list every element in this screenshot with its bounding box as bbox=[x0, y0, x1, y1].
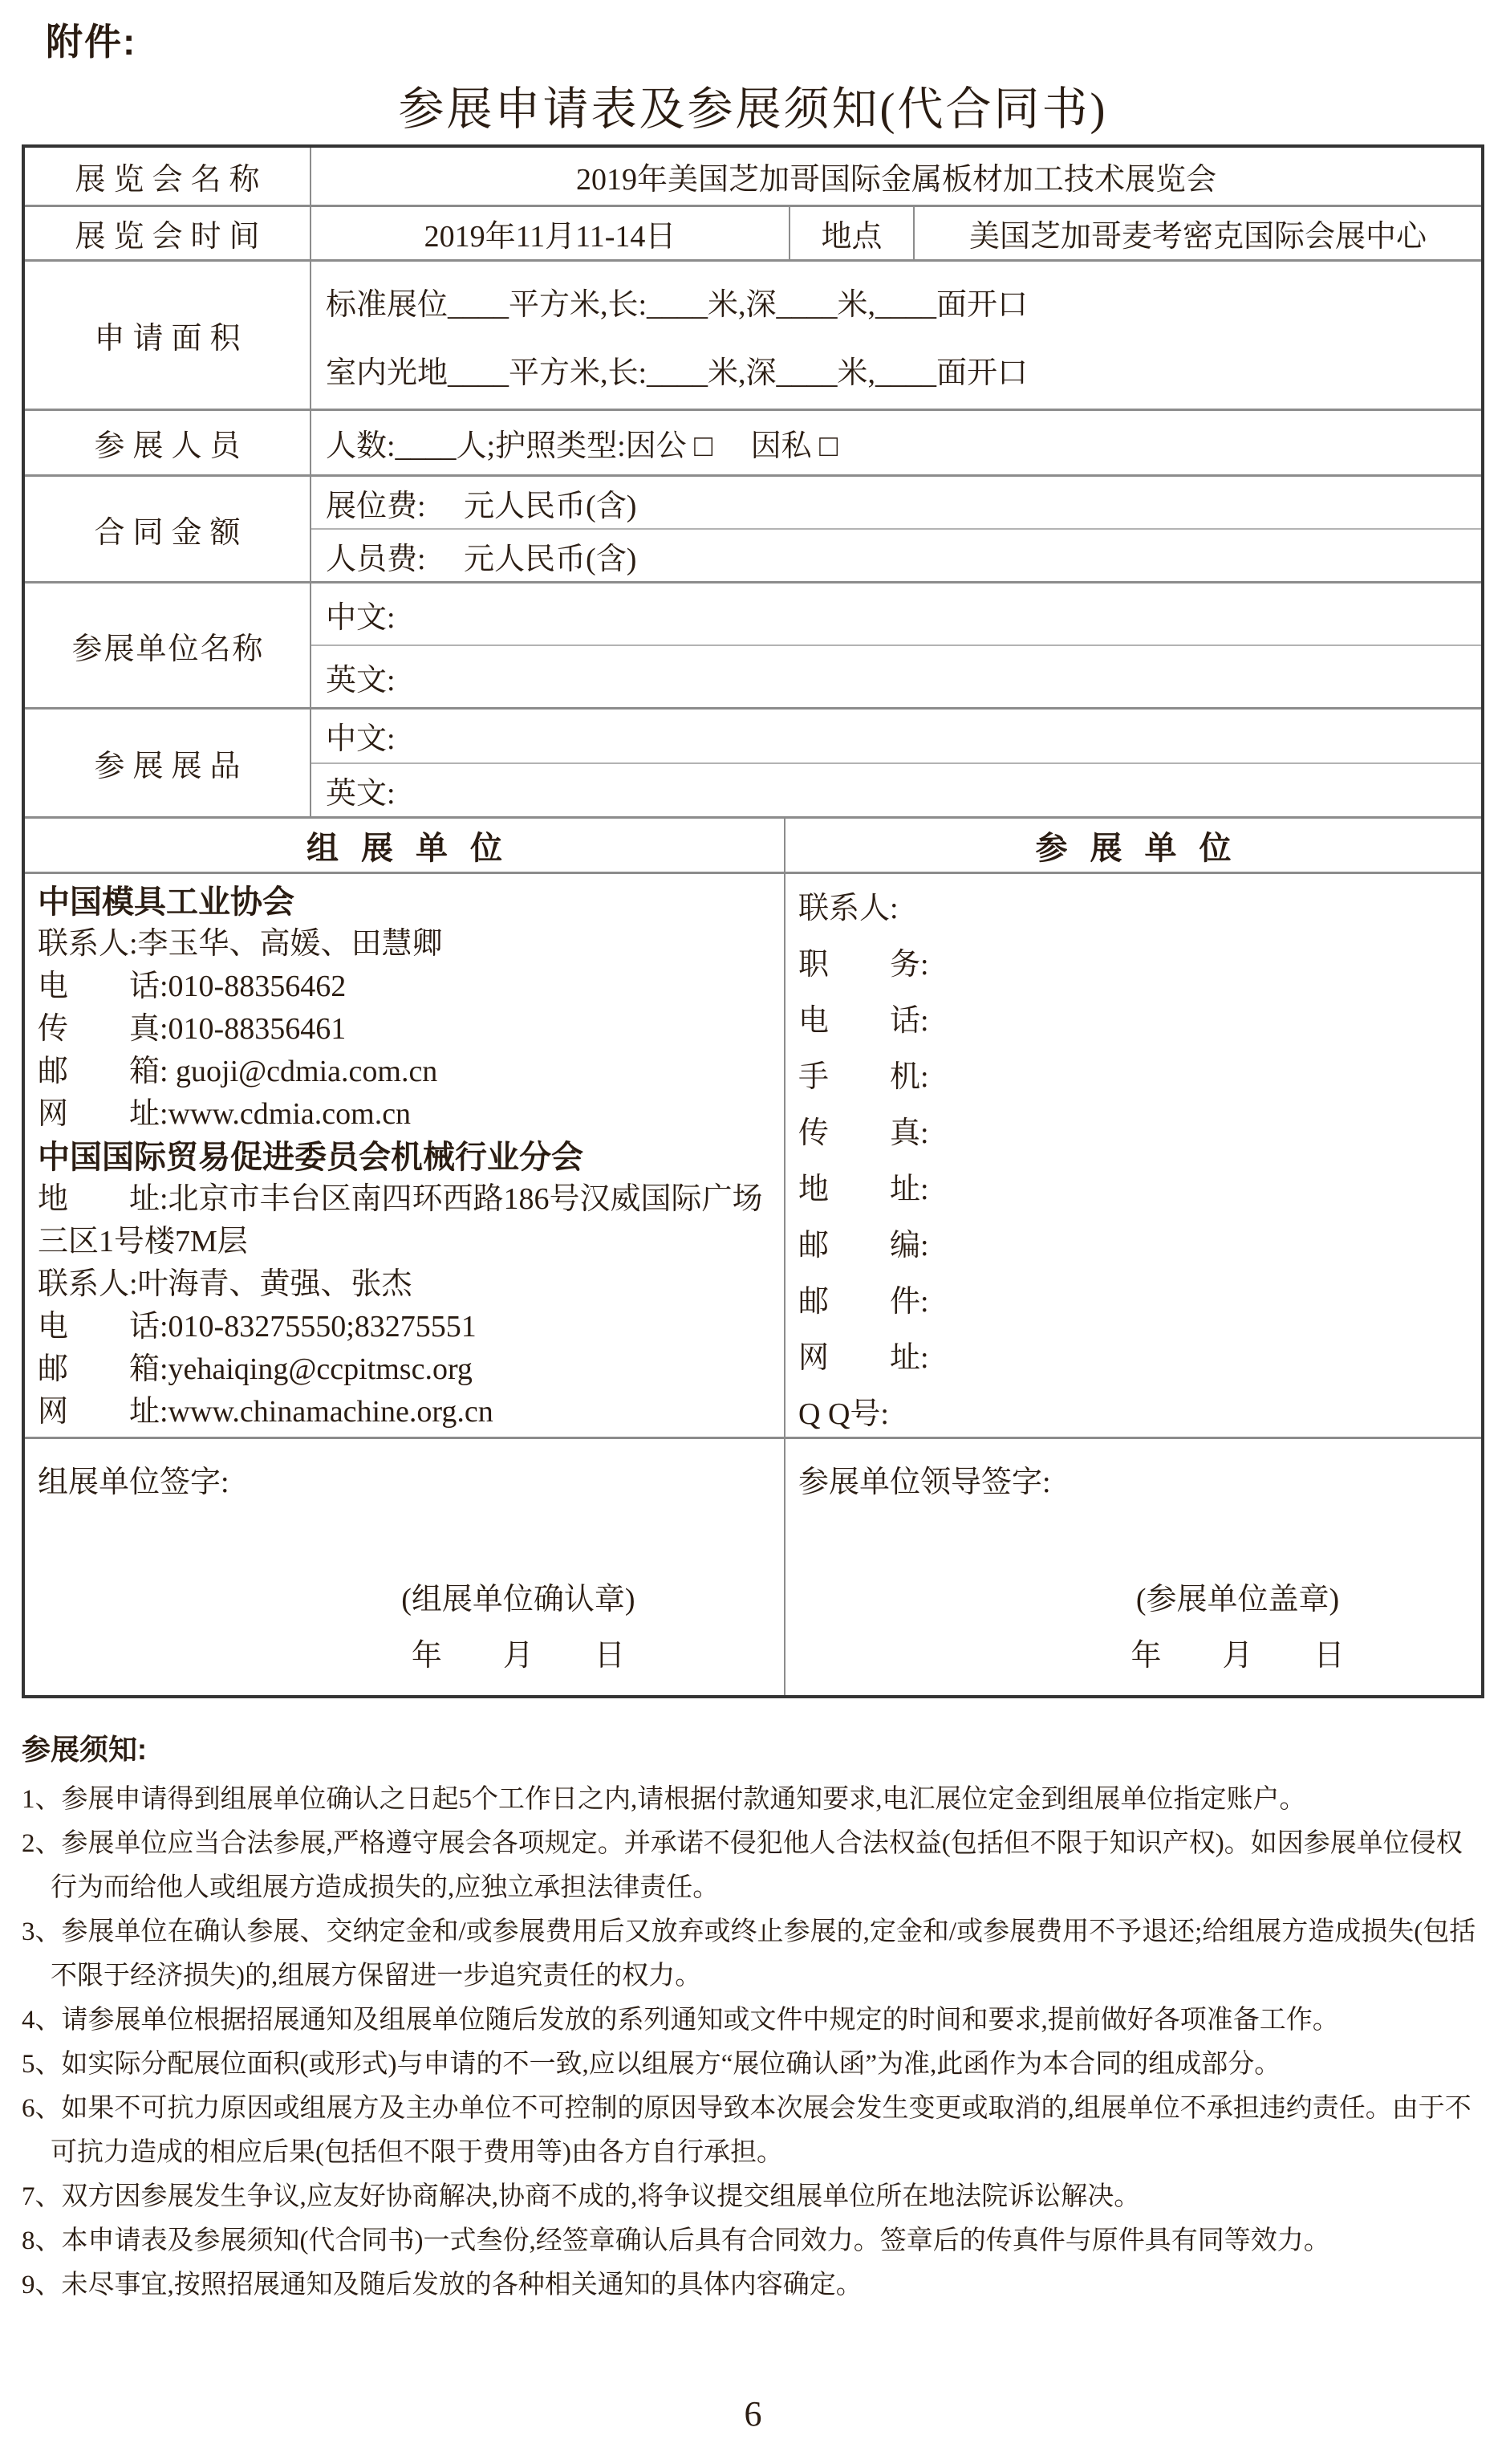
organizer-address-2: 地 址:北京市丰台区南四环西路186号汉威国际广场三区1号楼7M层 bbox=[38, 1182, 763, 1258]
attachment-label: 附件: bbox=[46, 21, 137, 63]
exhibitor-name-chinese: 中文: bbox=[311, 583, 1481, 646]
exhibitor-name-english: 英文: bbox=[326, 663, 396, 697]
exhibits-label: 参展展品 bbox=[25, 710, 311, 816]
contract-amount-row bbox=[25, 477, 1481, 583]
organizer-email-1: 邮 箱: guoji@cdmia.com.cn bbox=[38, 1055, 438, 1088]
organizer-email-2: 邮 箱:yehaiqing@ccpitmsc.org bbox=[38, 1352, 473, 1386]
organizer-phone-2: 电 话:010-83275550;83275551 bbox=[38, 1310, 477, 1344]
organizer-signature-cell bbox=[25, 1439, 785, 1695]
exhibitor-position-field: 职 务: bbox=[798, 948, 929, 982]
booth-fee-line: 展位费: 元人民币(含) bbox=[311, 477, 1481, 530]
staff-row bbox=[25, 411, 1481, 477]
personnel-fee-line: 人员费: 元人民币(含) bbox=[326, 542, 637, 576]
exhibits-values bbox=[311, 710, 1481, 816]
exhibitor-contact-person-field: 联系人: bbox=[798, 892, 899, 925]
note-item-9: 9、未尽事宜,按照招展通知及随后发放的各种相关通知的具体内容确定。 bbox=[22, 2271, 863, 2299]
organizer-fax-1: 传 真:010-88356461 bbox=[38, 1012, 347, 1046]
exhibition-time-row bbox=[25, 207, 1481, 262]
exhibits-english: 英文: bbox=[326, 776, 396, 811]
organizer-section-header: 组展单位 bbox=[25, 819, 785, 872]
organizer-website-2: 网 址:www.chinamachine.org.cn bbox=[38, 1395, 493, 1429]
notes-section bbox=[22, 1727, 1484, 2307]
exhibitor-qq-field: Q Q号: bbox=[798, 1397, 889, 1431]
exhibitor-signature-cell bbox=[785, 1439, 1481, 1695]
note-item-3: 3、参展单位在确认参展、交纳定金和/或参展费用后又放弃或终止参展的,定金和/或参展费用不予退还;给组展方造成损失(包括不限于经济损失)的,组展方保留进一步追究责任的权力。 bbox=[22, 1917, 1476, 1990]
booth-area-value bbox=[311, 262, 1481, 409]
venue-value: 美国芝加哥麦考密克国际会展中心 bbox=[968, 220, 1427, 254]
contract-amount-label: 合同金额 bbox=[25, 477, 311, 581]
notes-heading: 参展须知: bbox=[22, 1733, 147, 1766]
organizer-contact-person-1: 联系人:李玉华、高媛、田慧卿 bbox=[38, 927, 443, 961]
exhibits-row bbox=[25, 710, 1481, 819]
exhibits-chinese: 中文: bbox=[311, 710, 1481, 764]
note-item-7: 7、双方因参展发生争议,应友好协商解决,协商不成的,将争议提交组展单位所在地法院诉讼解决。 bbox=[22, 2182, 1141, 2211]
exhibitor-section-header: 参展单位 bbox=[1035, 829, 1254, 866]
exhibitor-name-values bbox=[311, 583, 1481, 707]
exhibition-time-label: 展览会时间 bbox=[25, 207, 311, 259]
organizer-contact-person-2: 联系人:叶海青、黄强、张杰 bbox=[38, 1267, 412, 1301]
exhibition-time-value: 2019年11月11-14日 bbox=[311, 207, 790, 259]
note-item-6: 6、如果不可抗力原因或组展方及主办单位不可控制的原因导致本次展会发生变更或取消的,组展单位不承担违约责任。由于不可抗力造成的相应后果(包括但不限于费用等)由各方自行承担。 bbox=[22, 2094, 1471, 2167]
exhibitor-address-field: 地 址: bbox=[798, 1173, 929, 1206]
exhibitor-website-field: 网 址: bbox=[798, 1341, 929, 1375]
organizer-signature-label: 组展单位签字: bbox=[38, 1466, 229, 1499]
raw-space-line: 室内光地____平方米,长:____米,深____米,____面开口 bbox=[326, 356, 1029, 390]
application-form-table bbox=[22, 144, 1484, 1698]
booth-area-row bbox=[25, 262, 1481, 411]
exhibition-name-value: 2019年美国芝加哥国际金属板材加工技术展览会 bbox=[575, 163, 1216, 197]
exhibitor-email-field: 邮 件: bbox=[798, 1285, 929, 1319]
exhibitor-contact-column bbox=[785, 874, 1481, 1437]
note-item-4: 4、请参展单位根据招展通知及组展单位随后发放的系列通知或文件中规定的时间和要求,提前做好各项准备工作。 bbox=[22, 2006, 1339, 2035]
organizer-contact-column bbox=[25, 874, 785, 1437]
exhibitor-fax-field: 传 真: bbox=[798, 1116, 929, 1150]
page-title: 参展申请表及参展须知(代合同书) bbox=[398, 84, 1108, 135]
section-header-row bbox=[25, 819, 1481, 874]
exhibitor-phone-field: 电 话: bbox=[798, 1004, 929, 1038]
organizer-company-2: 中国国际贸易促进委员会机械行业分会 bbox=[38, 1139, 583, 1175]
exhibitor-name-row bbox=[25, 583, 1481, 710]
organizer-website-1: 网 址:www.cdmia.com.cn bbox=[38, 1097, 412, 1131]
organizer-company-1: 中国模具工业协会 bbox=[38, 884, 294, 920]
organizer-stamp-note: (组展单位确认章) bbox=[401, 1583, 635, 1616]
note-item-1: 1、参展申请得到组展单位确认之日起5个工作日之内,请根据付款通知要求,电汇展位定金到组展单位指定账户。 bbox=[22, 1785, 1306, 1814]
booth-area-label: 申请面积 bbox=[25, 262, 311, 409]
contact-info-row bbox=[25, 874, 1481, 1439]
exhibitor-postcode-field: 邮 编: bbox=[798, 1229, 929, 1262]
exhibitor-stamp-note: (参展单位盖章) bbox=[1135, 1583, 1340, 1616]
staff-value: 人数:____人;护照类型:因公 □ 因私 □ bbox=[326, 429, 838, 463]
exhibitor-name-label: 参展单位名称 bbox=[25, 583, 311, 707]
staff-label: 参展人员 bbox=[25, 411, 311, 474]
exhibitor-signature-label: 参展单位领导签字: bbox=[798, 1466, 1051, 1499]
note-item-5: 5、如实际分配展位面积(或形式)与申请的不一致,应以组展方“展位确认函”为准,此函作为本合同的组成部分。 bbox=[22, 2050, 1281, 2079]
organizer-date-line: 年 月 日 bbox=[411, 1639, 625, 1673]
page-number: 6 bbox=[744, 2394, 762, 2434]
exhibition-name-row bbox=[25, 148, 1481, 207]
standard-booth-line: 标准展位____平方米,长:____米,深____米,____面开口 bbox=[326, 287, 1029, 322]
organizer-phone-1: 电 话:010-88356462 bbox=[38, 970, 347, 1003]
note-item-2: 2、参展单位应当合法参展,严格遵守展会各项规定。并承诺不侵犯他人合法权益(包括但不限于知识产权)。如因参展单位侵权行为而给他人或组展方造成损失的,应独立承担法律责任。 bbox=[22, 1829, 1463, 1902]
exhibitor-mobile-field: 手 机: bbox=[798, 1060, 929, 1094]
exhibition-name-label: 展览会名称 bbox=[25, 148, 311, 205]
exhibitor-date-line: 年 月 日 bbox=[1131, 1639, 1345, 1673]
signature-row bbox=[25, 1439, 1481, 1695]
venue-label: 地点 bbox=[790, 207, 915, 259]
note-item-8: 8、本申请表及参展须知(代合同书)一式叁份,经签章确认后具有合同效力。签章后的传真件与原件具有同等效力。 bbox=[22, 2226, 1330, 2255]
contract-amount-values bbox=[311, 477, 1481, 581]
